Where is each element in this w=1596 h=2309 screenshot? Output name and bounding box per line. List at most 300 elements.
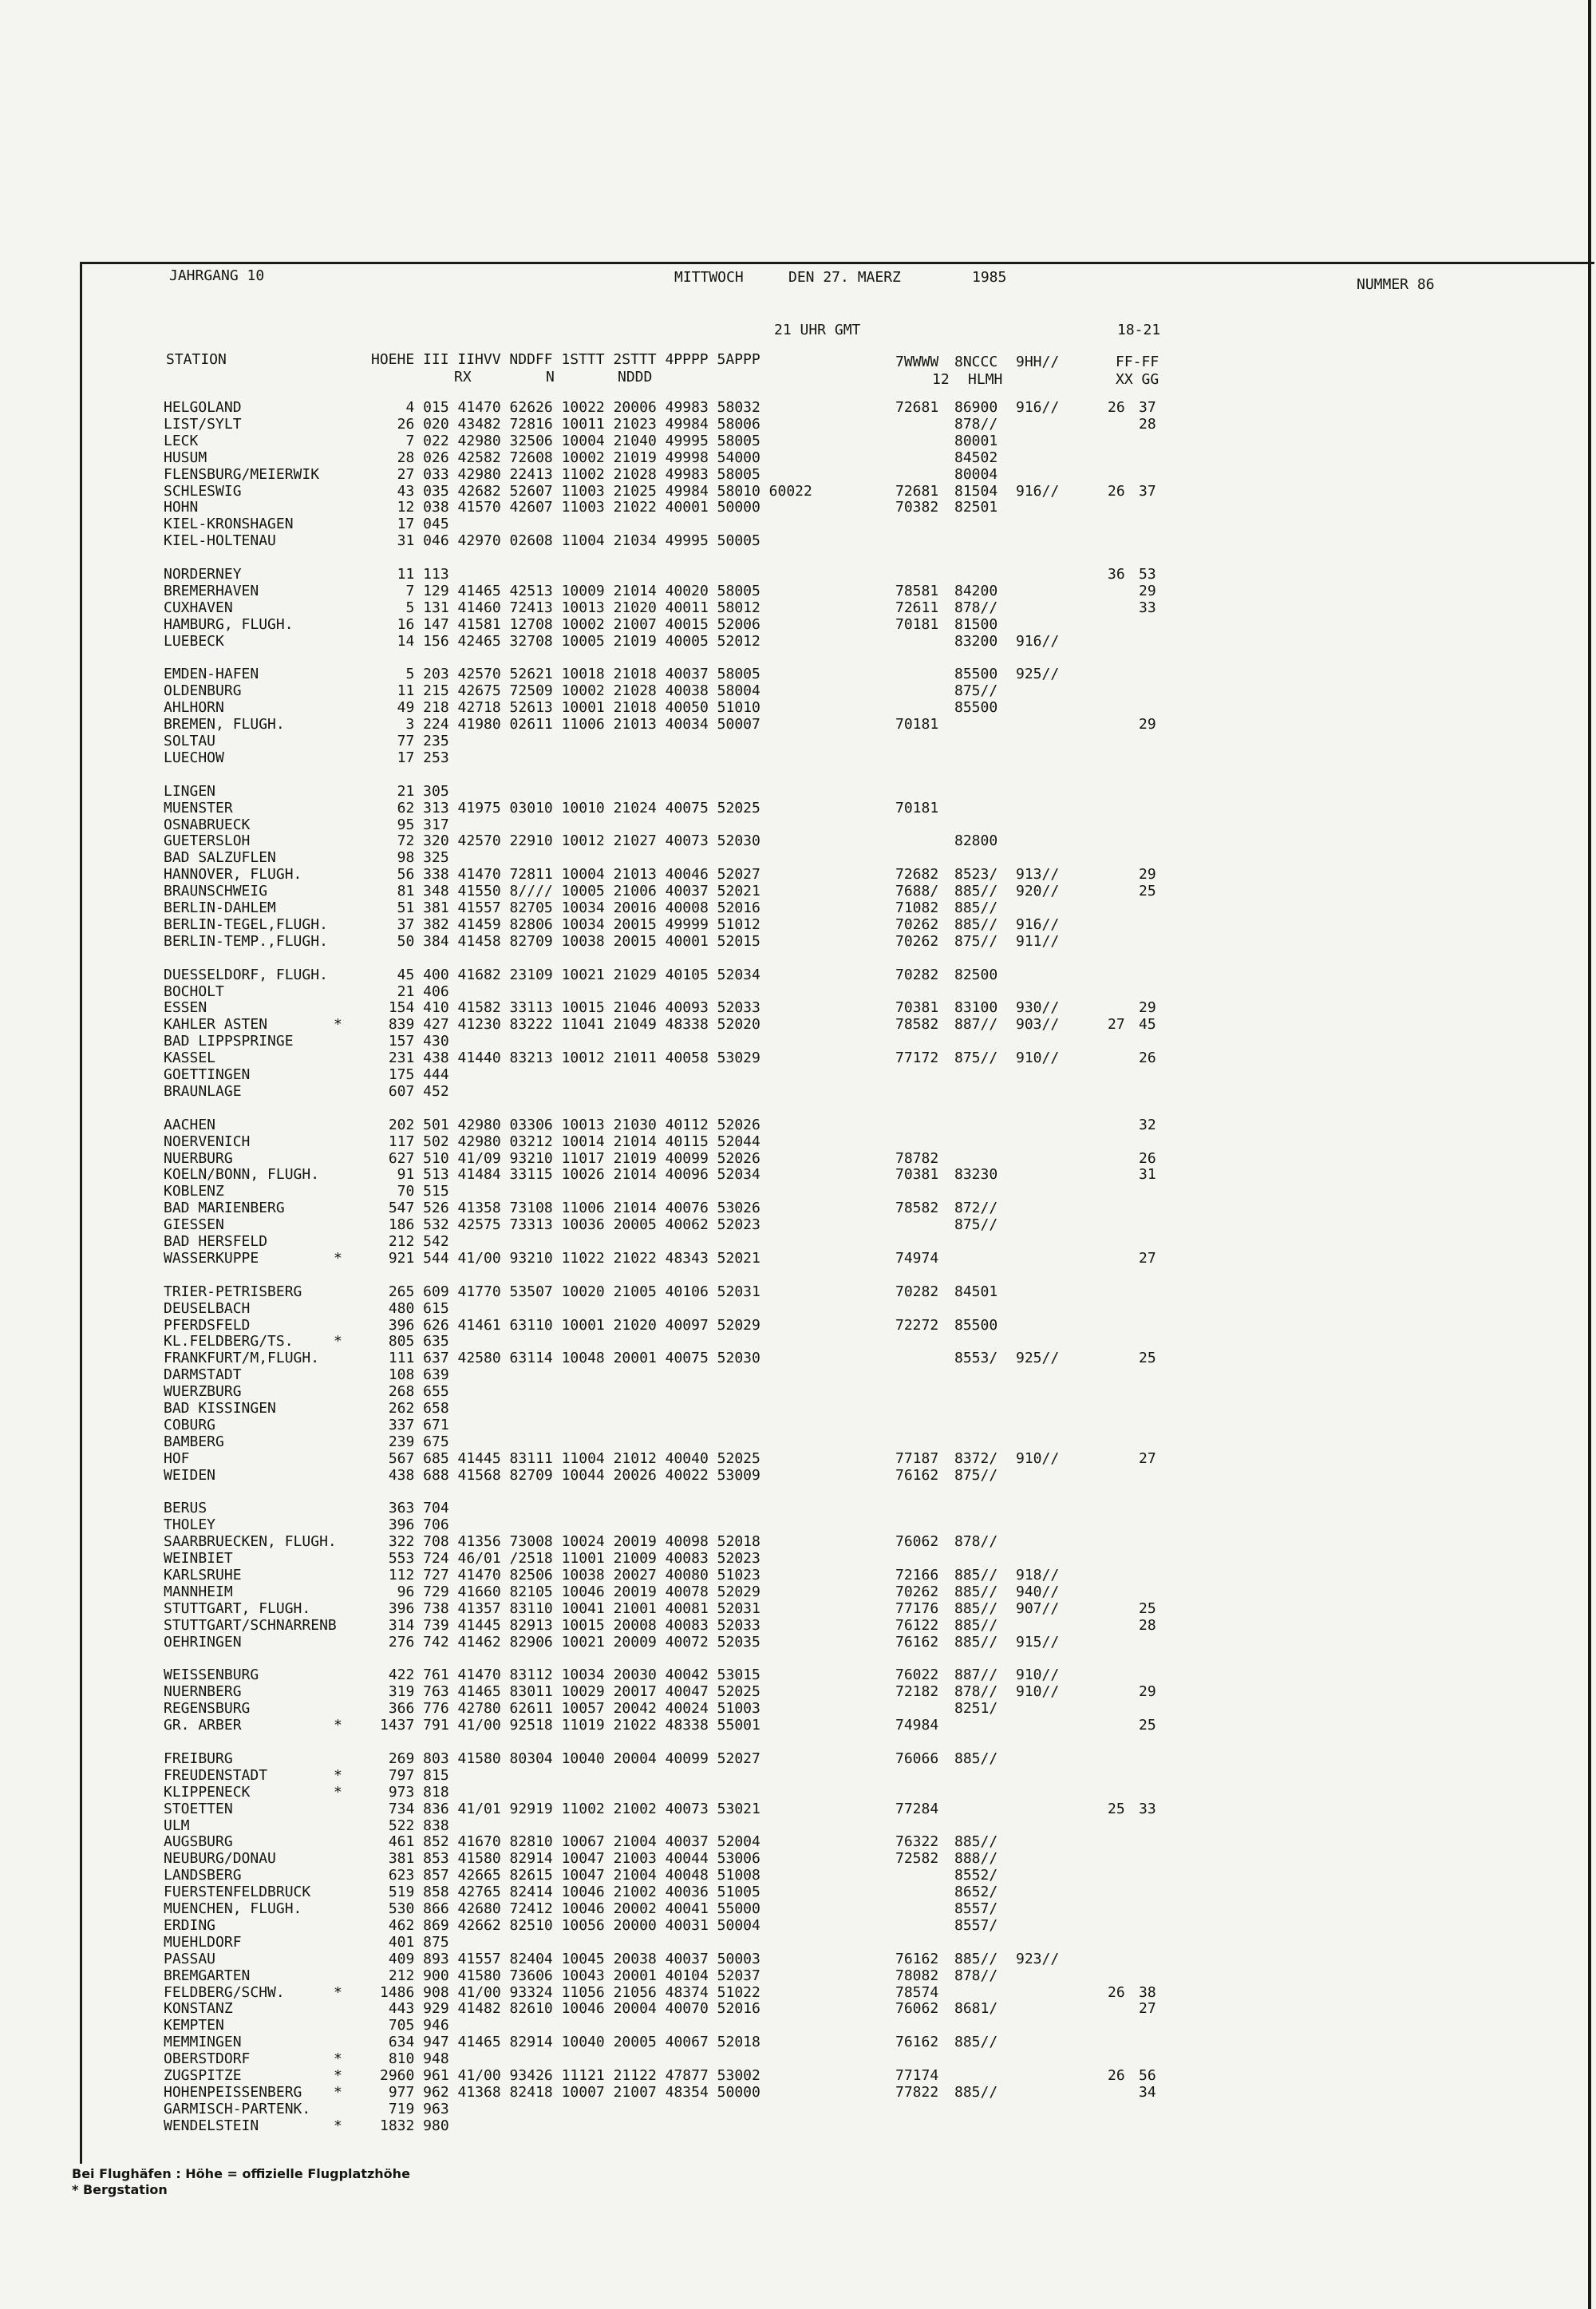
group-8nccc: 885// (954, 1616, 998, 1634)
table-row (0, 1301, 1516, 1317)
table-row (0, 600, 1516, 616)
group-7wwww: 72182 (895, 1683, 939, 1701)
station-name: LECK (164, 432, 199, 449)
synop-values: 5 131 41460 72413 10013 21020 40011 58012 (380, 599, 760, 616)
synop-values: 268 655 (380, 1383, 449, 1401)
station-name: WUERZBURG (164, 1383, 242, 1401)
group-8nccc: 885// (954, 1833, 998, 1851)
group-7wwww: 76062 (895, 1533, 939, 1551)
table-row (0, 817, 1516, 833)
table-row (0, 1000, 1516, 1016)
station-name: HOF (164, 1449, 190, 1467)
group-7wwww: 72682 (895, 866, 939, 884)
group-9hh: 930// (1016, 999, 1060, 1017)
table-row (0, 1017, 1516, 1033)
table-row (0, 666, 1516, 682)
gust-gg: 32 (1139, 1116, 1156, 1133)
table-row (0, 784, 1516, 800)
synop-values: 21 305 (380, 782, 449, 800)
group-7wwww: 76162 (895, 1950, 939, 1967)
table-row (0, 450, 1516, 466)
column-header-rx: RX (454, 369, 472, 385)
gust-gg: 27 (1139, 2000, 1156, 2018)
station-name: MEMMINGEN (164, 2034, 242, 2051)
gust-ff: 26 (1108, 482, 1125, 500)
group-8nccc: 82500 (954, 966, 998, 983)
station-name: MUEHLDORF (164, 1933, 242, 1951)
table-row (0, 2118, 1516, 2134)
group-7wwww: 77174 (895, 2067, 939, 2084)
table-row (0, 1451, 1516, 1467)
gust-gg: 33 (1139, 1800, 1156, 1817)
table-row (0, 717, 1516, 733)
synop-values: 547 526 41358 73108 11006 21014 40076 53026 (380, 1200, 760, 1217)
synop-values: 522 838 (380, 1817, 449, 1834)
station-name: HUSUM (164, 449, 207, 466)
table-row (0, 1050, 1516, 1066)
table-row (0, 1184, 1516, 1200)
synop-values: 2960 961 41/00 93426 11121 21122 47877 53002 (380, 2067, 760, 2084)
group-9hh: 915// (1016, 1633, 1060, 1651)
station-name: BERLIN-TEGEL,FLUGH. (164, 915, 328, 933)
group-7wwww: 77176 (895, 1599, 939, 1617)
table-row (0, 1935, 1516, 1951)
station-name: LIST/SYLT (164, 415, 242, 433)
station-name: DUESSELDORF, FLUGH. (164, 966, 328, 983)
group-7wwww: 76162 (895, 1633, 939, 1651)
synop-values: 480 615 (380, 1299, 449, 1317)
synop-values: 839 427 41230 83222 11041 21049 48338 52020 (380, 1016, 760, 1034)
table-row (0, 1384, 1516, 1400)
gust-ff: 26 (1108, 2067, 1125, 2084)
table-row (0, 900, 1516, 916)
station-name: NUERBURG (164, 1149, 233, 1167)
column-header-codes: HOEHE III IIHVV NDDFF 1STTT 2STTT 4PPPP 5APPP (371, 351, 760, 368)
synop-values: 973 818 (380, 1783, 449, 1801)
group-8nccc: 887// (954, 1667, 998, 1684)
observation-time: 21 UHR GMT (774, 322, 861, 338)
group-9hh: 910// (1016, 1050, 1060, 1067)
group-7wwww: 70181 (895, 799, 939, 816)
station-name: DEUSELBACH (164, 1299, 251, 1317)
station-name: BAD HERSFELD (164, 1233, 268, 1250)
synop-values: 96 729 41660 82105 10046 20019 40078 52029 (380, 1583, 760, 1600)
group-8nccc: 85500 (954, 699, 998, 717)
table-row (0, 1234, 1516, 1250)
group-8nccc: 885// (954, 883, 998, 900)
synop-values: 1486 908 41/00 93324 11056 21056 48374 51022 (380, 1983, 760, 2001)
synop-values: 5 203 42570 52621 10018 21018 40037 58005 (380, 666, 760, 683)
table-row (0, 1568, 1516, 1583)
table-row (0, 1417, 1516, 1433)
table-row (0, 1618, 1516, 1634)
synop-values: 1832 980 (380, 2117, 449, 2134)
station-name: KLIPPENECK (164, 1783, 251, 1801)
group-9hh: 916// (1016, 915, 1060, 933)
table-row (0, 867, 1516, 883)
synop-values: 396 626 41461 63110 10001 21020 40097 52029 (380, 1316, 760, 1334)
synop-values: 322 708 41356 73008 10024 20019 40098 52018 (380, 1533, 760, 1551)
table-row (0, 733, 1516, 749)
station-name: BRAUNLAGE (164, 1082, 242, 1100)
synop-values: 977 962 41368 82418 10007 21007 48354 50000 (380, 2083, 760, 2101)
group-7wwww: 76022 (895, 1667, 939, 1684)
station-name: KARLSRUHE (164, 1567, 242, 1583)
gust-gg: 56 (1139, 2067, 1156, 2084)
synop-values: 11 215 42675 72509 10002 21028 40038 58004 (380, 682, 760, 700)
gust-gg: 31 (1139, 1166, 1156, 1184)
gust-gg: 29 (1139, 999, 1156, 1017)
group-9hh: 910// (1016, 1683, 1060, 1701)
station-name: BERUS (164, 1500, 207, 1517)
station-name: KEMPTEN (164, 2017, 224, 2034)
synop-values: 438 688 41568 82709 10044 20026 40022 53009 (380, 1466, 760, 1484)
right-edge-mark (1588, 0, 1591, 2309)
gust-gg: 28 (1139, 1616, 1156, 1634)
table-row (0, 2101, 1516, 2117)
gust-gg: 53 (1139, 566, 1156, 583)
group-7wwww: 72681 (895, 482, 939, 500)
table-row (0, 1601, 1516, 1617)
group-8nccc: 878// (954, 1533, 998, 1551)
table-row (0, 634, 1516, 650)
station-name: NOERVENICH (164, 1133, 251, 1150)
table-row (0, 1517, 1516, 1533)
table-row (0, 1284, 1516, 1300)
group-8nccc: 83200 (954, 632, 998, 650)
table-row (0, 1318, 1516, 1334)
group-7wwww: 70282 (895, 966, 939, 983)
group-7wwww: 70262 (895, 1583, 939, 1600)
synop-values: 186 532 42575 73313 10036 20005 40062 52023 (380, 1216, 760, 1234)
group-7wwww: 78574 (895, 1983, 939, 2001)
column-header-station: STATION (166, 351, 227, 368)
station-name: THOLEY (164, 1516, 216, 1534)
synop-values: 49 218 42718 52613 10001 21018 40050 51010 (380, 699, 760, 717)
group-7wwww: 71082 (895, 899, 939, 916)
synop-values: 623 857 42665 82615 10047 21004 40048 51008 (380, 1867, 760, 1884)
synop-values: 51 381 41557 82705 10034 20016 40008 52016 (380, 899, 760, 916)
group-8nccc: 84200 (954, 582, 998, 599)
station-name: LINGEN (164, 782, 216, 800)
group-8nccc: 8523/ (954, 866, 998, 884)
group-7wwww: 78582 (895, 1200, 939, 1217)
synop-values: 70 515 (380, 1183, 449, 1200)
table-row (0, 1350, 1516, 1366)
group-9hh: 916// (1016, 632, 1060, 650)
station-name: GR. ARBER (164, 1717, 242, 1734)
station-name: HELGOLAND (164, 399, 242, 416)
table-row (0, 1067, 1516, 1083)
group-9hh: 920// (1016, 883, 1060, 900)
station-name: FRANKFURT/M,FLUGH. (164, 1350, 320, 1367)
synop-values: 381 853 41580 82914 10047 21003 40044 53006 (380, 1850, 760, 1868)
column-header-nddd: NDDD (618, 369, 653, 385)
synop-values: 43 035 42682 52607 11003 21025 49984 58010 60022 (380, 482, 812, 500)
station-name: OBERSTDORF (164, 2050, 251, 2068)
station-name: ULM (164, 1817, 190, 1834)
synop-values: 462 869 42662 82510 10056 20000 40031 50004 (380, 1916, 760, 1934)
group-8nccc: 885// (954, 1750, 998, 1767)
station-name: NEUBURG/DONAU (164, 1850, 276, 1868)
table-row (0, 400, 1516, 416)
table-row (0, 1534, 1516, 1550)
synop-values: 567 685 41445 83111 11004 21012 40040 52025 (380, 1449, 760, 1467)
synop-values: 81 348 41550 8//// 10005 21006 40037 52021 (380, 883, 760, 900)
synop-values: 1437 791 41/00 92518 11019 21022 48338 55001 (380, 1717, 760, 1734)
group-7wwww: 70262 (895, 932, 939, 950)
mountain-marker: * (334, 1333, 342, 1350)
table-row (0, 1985, 1516, 2001)
synop-values: 157 430 (380, 1033, 449, 1050)
group-8nccc: 875// (954, 682, 998, 700)
group-8nccc: 878// (954, 1683, 998, 1701)
group-7wwww: 78082 (895, 1967, 939, 1984)
gust-gg: 38 (1139, 1983, 1156, 2001)
station-name: FLENSBURG/MEIERWIK (164, 465, 320, 483)
group-9hh: 911// (1016, 932, 1060, 950)
mountain-marker: * (334, 2067, 342, 2084)
synop-values: 45 400 41682 23109 10021 21029 40105 52034 (380, 966, 760, 983)
group-7wwww: 70381 (895, 1166, 939, 1184)
station-name: PASSAU (164, 1950, 216, 1967)
group-7wwww: 72582 (895, 1850, 939, 1868)
table-row (0, 533, 1516, 549)
group-9hh: 925// (1016, 666, 1060, 683)
station-name: KASSEL (164, 1050, 216, 1067)
group-7wwww: 70382 (895, 499, 939, 516)
station-name: KIEL-KRONSHAGEN (164, 516, 294, 533)
gust-gg: 34 (1139, 2083, 1156, 2101)
group-8nccc: 875// (954, 1050, 998, 1067)
mountain-marker: * (334, 2117, 342, 2134)
station-name: WENDELSTEIN (164, 2117, 259, 2134)
group-8nccc: 885// (954, 1583, 998, 1600)
station-name: STUTTGART, FLUGH. (164, 1599, 311, 1617)
synop-values: 4 015 41470 62626 10022 20006 49983 58032 (380, 399, 760, 416)
station-name: FREIBURG (164, 1750, 233, 1767)
station-name: EMDEN-HAFEN (164, 666, 259, 683)
time-range: 18-21 (1117, 322, 1161, 338)
station-name: MUENSTER (164, 799, 233, 816)
table-row (0, 516, 1516, 532)
column-header-n: N (546, 369, 555, 385)
mountain-marker: * (334, 1016, 342, 1034)
group-7wwww: 77822 (895, 2083, 939, 2101)
synop-values: 719 963 (380, 2100, 449, 2117)
station-name: ESSEN (164, 999, 207, 1017)
group-9hh: 940// (1016, 1583, 1060, 1600)
table-row (0, 1584, 1516, 1600)
synop-values: 396 738 41357 83110 10041 21001 40081 52031 (380, 1599, 760, 1617)
synop-values: 98 325 (380, 849, 449, 867)
table-row (0, 1200, 1516, 1216)
synop-values: 634 947 41465 82914 10040 20005 40067 52018 (380, 2034, 760, 2051)
group-8nccc: 878// (954, 415, 998, 433)
synop-values: 202 501 42980 03306 10013 21030 40112 52026 (380, 1116, 760, 1133)
table-row (0, 433, 1516, 449)
station-name: BRAUNSCHWEIG (164, 883, 268, 900)
station-name: GUETERSLOH (164, 832, 251, 850)
group-8nccc: 84501 (954, 1283, 998, 1300)
group-8nccc: 82501 (954, 499, 998, 516)
synop-values: 7 129 41465 42513 10009 21014 40020 58005 (380, 582, 760, 599)
mountain-marker: * (334, 1983, 342, 2001)
group-8nccc: 80004 (954, 465, 998, 483)
synop-values: 627 510 41/09 93210 11017 21019 40099 52026 (380, 1149, 760, 1167)
group-7wwww: 72681 (895, 399, 939, 416)
weekday-label: MITTWOCH (674, 269, 744, 286)
group-8nccc: 875// (954, 1216, 998, 1234)
synop-values: 401 875 (380, 1933, 449, 1951)
station-name: REGENSBURG (164, 1700, 251, 1718)
synop-values: 231 438 41440 83213 10012 21011 40058 53029 (380, 1050, 760, 1067)
synop-values: 239 675 (380, 1433, 449, 1450)
station-name: DARMSTADT (164, 1366, 242, 1384)
group-7wwww: 78581 (895, 582, 939, 599)
table-row (0, 1785, 1516, 1801)
synop-values: 366 776 42780 62611 10057 20042 40024 51003 (380, 1700, 760, 1718)
gust-gg: 25 (1139, 1350, 1156, 1367)
station-name: BREMEN, FLUGH. (164, 716, 285, 733)
synop-values: 607 452 (380, 1082, 449, 1100)
station-name: BOCHOLT (164, 983, 224, 1000)
table-row (0, 1034, 1516, 1050)
table-row (0, 934, 1516, 950)
table-row (0, 484, 1516, 500)
group-7wwww: 7688/ (895, 883, 939, 900)
synop-values: 443 929 41482 82610 10046 20004 40070 52016 (380, 2000, 760, 2018)
group-7wwww: 76122 (895, 1616, 939, 1634)
synop-values: 530 866 42680 72412 10046 20002 40041 55000 (380, 1900, 760, 1917)
group-8nccc: 82800 (954, 832, 998, 850)
table-row (0, 984, 1516, 1000)
station-name: KIEL-HOLTENAU (164, 532, 276, 550)
station-name: AUGSBURG (164, 1833, 233, 1851)
synop-values: 797 815 (380, 1766, 449, 1784)
synop-values: 921 544 41/00 93210 11022 21022 48343 52021 (380, 1249, 760, 1267)
group-7wwww: 70282 (895, 1283, 939, 1300)
synop-values: 56 338 41470 72811 10004 21013 40046 52027 (380, 866, 760, 884)
gust-ff: 27 (1108, 1016, 1125, 1034)
group-8nccc: 872// (954, 1200, 998, 1217)
table-row (0, 583, 1516, 599)
station-name: FUERSTENFELDBRUCK (164, 1884, 311, 1901)
station-name: HANNOVER, FLUGH. (164, 866, 302, 884)
station-name: BREMGARTEN (164, 1967, 251, 1984)
table-row (0, 2001, 1516, 2017)
table-row (0, 1868, 1516, 1884)
table-row (0, 2034, 1516, 2050)
group-8nccc: 875// (954, 1466, 998, 1484)
station-name: HOHN (164, 499, 199, 516)
group-9hh: 910// (1016, 1667, 1060, 1684)
group-8nccc: 83230 (954, 1166, 998, 1184)
synop-values: 50 384 41458 82709 10038 20015 40001 52015 (380, 932, 760, 950)
station-name: OSNABRUECK (164, 816, 251, 833)
station-name: OLDENBURG (164, 682, 242, 700)
synop-values: 12 038 41570 42607 11003 21022 40001 50000 (380, 499, 760, 516)
group-7wwww: 70181 (895, 615, 939, 633)
table-row (0, 884, 1516, 899)
group-7wwww: 78782 (895, 1149, 939, 1167)
station-name: MUENCHEN, FLUGH. (164, 1900, 302, 1917)
synop-values: 91 513 41484 33115 10026 21014 40096 52034 (380, 1166, 760, 1184)
station-name: ZUGSPITZE (164, 2067, 242, 2084)
synop-values: 212 542 (380, 1233, 449, 1250)
station-name: BERLIN-TEMP.,FLUGH. (164, 932, 328, 950)
station-name: OEHRINGEN (164, 1633, 242, 1651)
synop-values: 37 382 41459 82806 10034 20015 49999 51012 (380, 915, 760, 933)
gust-gg: 26 (1139, 1050, 1156, 1067)
synop-values: 28 026 42582 72608 10002 21019 49998 54000 (380, 449, 760, 466)
group-8nccc: 8652/ (954, 1884, 998, 1901)
group-7wwww: 72272 (895, 1316, 939, 1334)
station-name: BAD SALZUFLEN (164, 849, 276, 867)
synop-values: 7 022 42980 32506 10004 21040 49995 58005 (380, 432, 760, 449)
table-row (0, 1635, 1516, 1651)
station-name: BAMBERG (164, 1433, 224, 1450)
group-7wwww: 70181 (895, 716, 939, 733)
group-7wwww: 76062 (895, 2000, 939, 2018)
station-name: MANNHEIM (164, 1583, 233, 1600)
station-name: FELDBERG/SCHW. (164, 1983, 285, 2001)
column-header-8nccc: 8NCCC (954, 354, 998, 370)
gust-gg: 33 (1139, 599, 1156, 616)
table-row (0, 1551, 1516, 1567)
group-7wwww: 70262 (895, 915, 939, 933)
synop-values: 11 113 (380, 566, 449, 583)
group-8nccc: 885// (954, 2083, 998, 2101)
table-row (0, 1951, 1516, 1967)
gust-ff: 26 (1108, 399, 1125, 416)
mountain-marker: * (334, 2083, 342, 2101)
table-row (0, 1217, 1516, 1233)
group-8nccc: 8557/ (954, 1900, 998, 1917)
table-row (0, 833, 1516, 849)
table-row (0, 1684, 1516, 1700)
gust-gg: 29 (1139, 582, 1156, 599)
synop-values: 95 317 (380, 816, 449, 833)
gust-gg: 37 (1139, 399, 1156, 416)
station-name: COBURG (164, 1416, 216, 1433)
synop-values: 519 858 42765 82414 10046 21002 40036 51005 (380, 1884, 760, 1901)
group-7wwww: 77187 (895, 1449, 939, 1467)
station-name: GARMISCH-PARTENK. (164, 2100, 311, 2117)
group-8nccc: 84502 (954, 449, 998, 466)
group-8nccc: 878// (954, 599, 998, 616)
mountain-marker: * (334, 1766, 342, 1784)
station-name: GOETTINGEN (164, 1066, 251, 1083)
group-7wwww: 78582 (895, 1016, 939, 1034)
group-8nccc: 80001 (954, 432, 998, 449)
station-name: BERLIN-DAHLEM (164, 899, 276, 916)
station-name: LUEBECK (164, 632, 224, 650)
column-header-xxgg: XX GG (1116, 371, 1159, 388)
group-9hh: 913// (1016, 866, 1060, 884)
station-name: ERDING (164, 1916, 216, 1934)
synop-values: 337 671 (380, 1416, 449, 1433)
table-row (0, 2018, 1516, 2034)
station-name: WEISSENBURG (164, 1667, 259, 1684)
synop-values: 409 893 41557 82404 10045 20038 40037 50003 (380, 1950, 760, 1967)
column-header-12: 12 (932, 371, 950, 388)
mountain-marker: * (334, 1783, 342, 1801)
table-row (0, 1818, 1516, 1834)
group-8nccc: 885// (954, 915, 998, 933)
group-8nccc: 878// (954, 1967, 998, 1984)
group-8nccc: 885// (954, 1633, 998, 1651)
